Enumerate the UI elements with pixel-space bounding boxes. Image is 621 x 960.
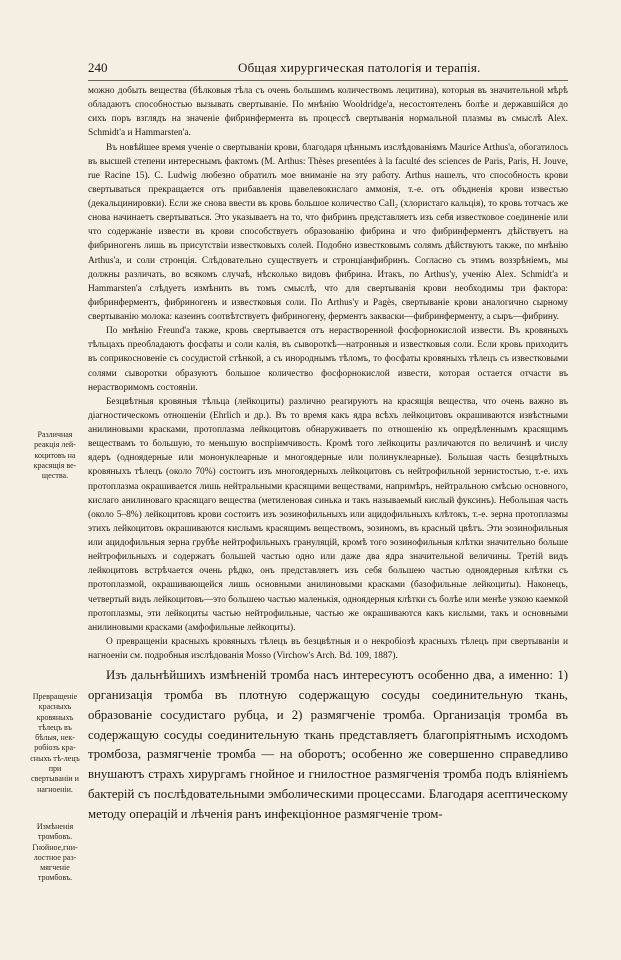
page-body (88, 84, 568, 825)
paragraph: По мнѣнію Freund'a также, кровь свертывается отъ нерастворенной фосфорнокислой извести. Въ кровяныхъ тѣльцахъ преобладаютъ фосфаты и соли калія, въ сывороткѣ—натронныя и известковыя соли. Если кровь приходитъ въ соприкосновеніе съ сосудистой стѣнкой, а съ инороднымъ тѣломъ, то фосфаты кровяныхъ тѣлецъ съ известковыми солями сыворотки образуютъ большое количество фосфорнокислой извести, которая остается отчасти въ нерастворимомъ состояніи. (88, 326, 568, 393)
paragraph: Безцвѣтныя кровяныя тѣльца (лейкоциты) различно реагируютъ на красящія вещества, что очень важно въ діагностическомъ отношеніи (Ehrlich и др.). Въ то время какъ ядра всѣхъ лейкоцитовъ окрашиваются извѣстными анилиновыми красками, протоплазма лейкоцитовъ обнаруживаетъ по отношенію къ опредѣленнымъ красящимъ веществамъ то большую, то меньшую воспріимчивость. Кромѣ того лейкоциты различаются по величинѣ и числу ядеръ (одноядерные или мононуклеарные и многоядерные или полинуклеарные). Большая часть безцвѣтныхъ кровяныхъ тѣлецъ (около 70%) состоитъ изъ многоядерныхъ лейкоцитовъ съ нейтрофильной зернистостью, т.-е. ихъ протоплазма окрашивается лишь нейтральными красящими веществами, напримѣръ, нейтральною смѣсью основного, кислаго анилиноваго красящаго вещества (метиленовая синька и такъ называемый кислый фуксинъ). Небольшая часть (около 5–8%) лейкоцитовъ крови состоитъ изъ эозинофильныхъ или ацидофильныхъ клѣтокъ, т.-е. зерна протоплазмы этихъ лейкоцитовъ окрашиваются кислымъ красящимъ веществомъ, эозиномъ, въ красный цвѣтъ. Эти эозинофильныя или ацидофильныя зерна грубѣе нейтрофильныхъ грануляцій, кромѣ того эозинофильныя клѣтки значительно больше нейтрофильныхъ и содержатъ большей частью одно или даже два ядра значительной величины. Третій видъ лейкоцитовъ встрѣчается очень рѣдко, онъ представляетъ изъ себя большею частью одноядерныя клѣтки съ протоплазмой, окрашивающейся лишь основными анилиновыми красками (базофильные лейкоциты). Наконецъ, четвертый видъ лейкоцитовъ—это большею частью маленькія, одноядерныя клѣтки съ болѣе или менѣе узкою каемкой протоплазмы, эти лейкоциты частью нейтрофильные, частью же окрашиваются какъ кислыми, такъ и основными анилиновыми красками (амфофильные лейкоциты). (88, 396, 568, 633)
main-text-section (88, 666, 568, 824)
paragraph: О превращеніи красныхъ кровяныхъ тѣлецъ въ безцвѣтныя и о некробіозѣ красныхъ тѣлецъ при свертываніи и нагноеніи см. подробныя изслѣдованія Mosso (Virchow's Arch. Bd. 109, 1887). (88, 636, 568, 661)
paragraph: Въ новѣйшее время ученіе о свертываніи крови, благодаря цѣннымъ изслѣдованіямъ Maurice Arthus'a, обогатилось въ высшей степени интереснымъ фактомъ (M. Arthus: Thèses presentées à la faculté des sciences de Paris, Paris, H. Jouve, rue Racine 15). C. Ludwig любезно обратилъ мое вниманіе на эту работу. Arthus нашелъ, что способность крови свертываться прекращается отъ прибавленія щавелевокислаго аммонія, т.-е. отъ объдненія крови известью (декальцинировки). Если же снова ввести въ кровь большое количество CaIl₂ (хлористаго кальція), то кровь тотчасъ же снова начинаетъ свертываться. Это указываетъ на то, что фибринъ представляетъ изъ себя известковое соединеніе или что содержаніе извести въ крови способствуетъ образованію фибрина и что фибринферментъ дѣйствуетъ на фибриногенъ лишь въ присутствіи известковыхъ солей. Подобно известковымъ солямъ дѣйствуютъ также, по мнѣнію Arthus'a, и соли стронція. Слѣдовательно существуетъ и стронціанфибринъ. Согласно съ этимъ воззрѣніемъ, мы должны различать, во всякомъ случаѣ, нѣсколько видовъ фибрина. Итакъ, по Arthus'y, ученію Alex. Schmidt'a и Hammarsten'a слѣдуетъ измѣнить въ томъ смыслѣ, что для свертыванія крови необходимы три фактора: фибринферментъ, фибриногенъ и известковыя соли. По Arthus'y и Pagès, свертываніе крови аналогично сырному свертыванію молока: казеинъ соотвѣтствуетъ фибриногену, ферментъ закваски—фибринферменту, а сыръ—фибрину. (88, 142, 568, 322)
margin-note-leukocyte-reaction: Различная реакція лей-коцитовъ на красящія ве-щества. (33, 430, 77, 481)
small-print-section (88, 84, 568, 663)
margin-note-red-cell-transformation: Превращеніе красныхъ кровяныхъ тѣлецъ въ бѣлыя, нек-робіозъ кра-сныхъ тѣ-лецъ при свертываніи и нагноеніи. (30, 692, 80, 794)
header-rule (88, 80, 568, 81)
paragraph: можно добыть вещества (бѣлковыя тѣла съ очень большимъ количествомъ лецитина), которыя въ значительной мѣрѣ обладаютъ способностью вызывать свертываніе. По мнѣнію Wooldridge'a, несостоятеленъ болѣе и державшійся до сихъ поръ взглядъ на значеніе фибринферментa въ процессѣ свертыванія нормальной плазмы въ смыслѣ Alex. Schmidt'a и Hammarsten'a. (88, 86, 568, 139)
running-title: Общая хирургическая патологія и терапія. (238, 60, 481, 75)
paragraph: Изъ дальнѣйшихъ измѣненій тромба насъ интересуютъ особенно два, а именно: 1) организація тромба въ плотную содержащую сосуды соединительную ткань, образованіе сосудистаго рубца, и 2) размягченіе тромба. Организація тромба въ содержащую сосуды соединительную ткань представляетъ благопріятнымъ исходомъ тромбоза, размягченіе тромба — на оборотъ; особенно же совершенно справедливо внушаютъ страхъ хирургамъ гнойное и гнилостное размягченія тромба подъ вліяніемъ бактерій съ послѣдовательными эмболическими процессами. Благодаря асептическому методу операцій и лѣченія ранъ инфекціонное размягченіе тром- (88, 668, 568, 821)
margin-note-thrombus-changes: Измѣненія тромбовъ. Гнойное,гни-лостное раз-мягченіе тромбовъ. (32, 822, 78, 883)
page-number: 240 (88, 60, 108, 75)
page-header (88, 60, 568, 80)
